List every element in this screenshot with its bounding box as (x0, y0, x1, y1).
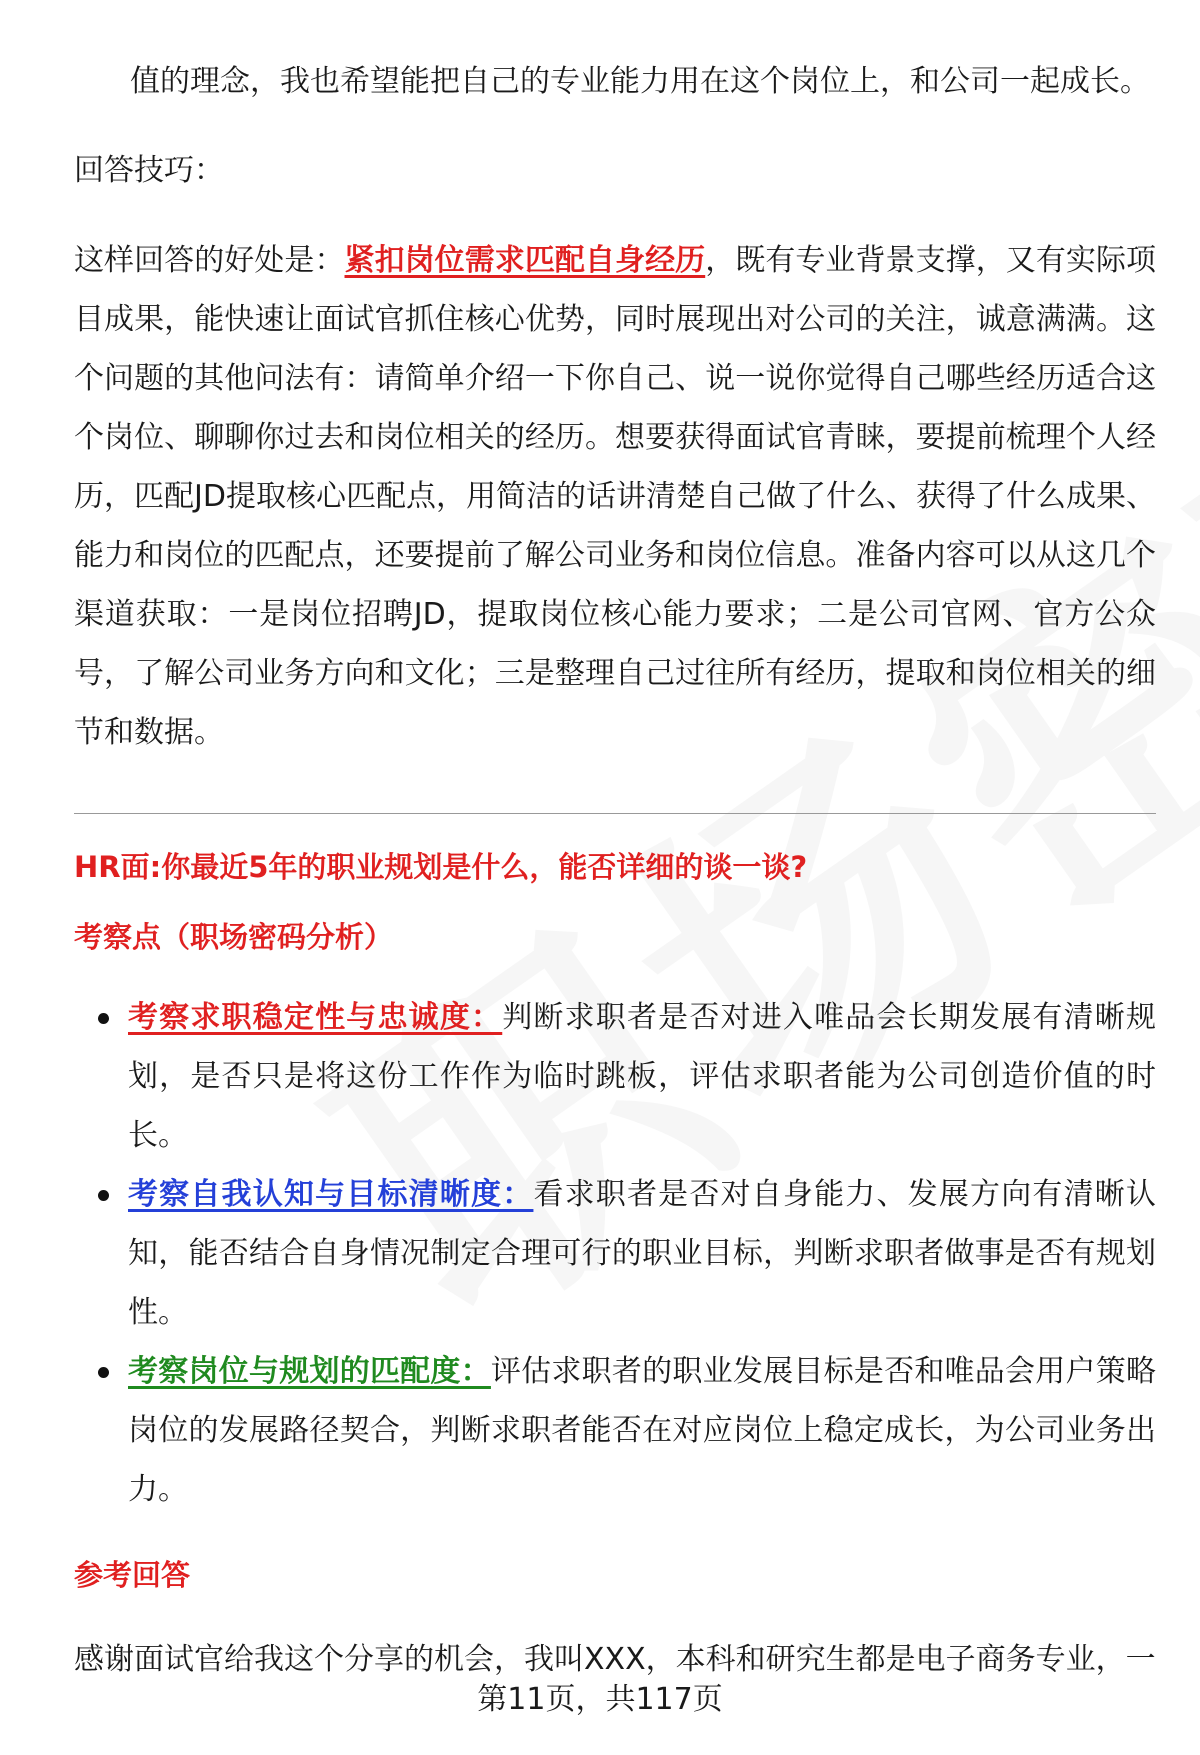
point-text: 看求职者是否对自身能力、发展方向有清晰认知，能否结合自身情况制定合理可行的职业目标，判断求职者做事是否有规划性。 (128, 1177, 1156, 1330)
tips-label: 回答技巧： (74, 153, 224, 188)
tips-rest: ，既有专业背景支撑，又有实际项目成果，能快速让面试官抓住核心优势，同时展现出对公司的关注，诚意满满。这个问题的其他问法有：请简单介绍一下你自己、说一说你觉得自己哪些经历适合这个岗位、聊聊你过去和岗位相关的经历。想要获得面试官青睐，要提前梳理个人经历，匹配JD提取核心匹配点，用简洁的话讲清楚自己做了什么、获得了什么成果、能力和岗位的匹配点，还要提前了解公司业务和岗位信息。准备内容可以从这几个渠道获取：一是岗位招聘JD，提取岗位核心能力要求；二是公司官网、官方公众号，了解公司业务方向和文化；三是整理自己过往所有经历，提取和岗位相关的细节和数据。 (74, 243, 1157, 750)
bullet-icon (98, 1367, 109, 1378)
point-text: 判断求职者是否对进入唯品会长期发展有清晰规划，是否只是将这份工作作为临时跳板，评估求职者能为公司创造价值的时长。 (128, 1000, 1156, 1153)
section-divider (74, 813, 1156, 814)
bullet-icon (98, 1190, 109, 1201)
point-label: 考察求职稳定性与忠诚度： (128, 1000, 503, 1035)
tips-highlight: 紧扣岗位需求匹配自身经历 (344, 243, 706, 278)
intro-tail-paragraph: 值的理念，我也希望能把自己的专业能力用在这个岗位上，和公司一起成长。 (130, 64, 1150, 99)
tips-paragraph (74, 231, 1156, 762)
assess-point-job-match (74, 1342, 1156, 1519)
page-footer: 第11页，共117页 (477, 1682, 723, 1717)
point-text: 评估求职者的职业发展目标是否和唯品会用户策略岗位的发展路径契合，判断求职者能否在对应岗位上稳定成长，为公司业务出力。 (128, 1354, 1157, 1507)
assess-point-self-awareness (74, 1165, 1156, 1342)
point-label: 考察自我认知与目标清晰度： (128, 1177, 534, 1212)
question-heading: HR面:你最近5年的职业规划是什么，能否详细的谈一谈? (74, 850, 808, 884)
bullet-icon (98, 1013, 109, 1024)
assess-points-list (74, 988, 1156, 1519)
assess-title: 考察点（职场密码分析） (74, 920, 394, 954)
answer-title: 参考回答 (74, 1558, 191, 1592)
point-label: 考察岗位与规划的匹配度： (128, 1354, 491, 1389)
assess-point-stability (74, 988, 1156, 1165)
answer-paragraph: 感谢面试官给我这个分享的机会，我叫XXX，本科和研究生都是电子商务专业，一 (74, 1642, 1156, 1677)
tips-prefix: 这样回答的好处是： (74, 243, 345, 278)
